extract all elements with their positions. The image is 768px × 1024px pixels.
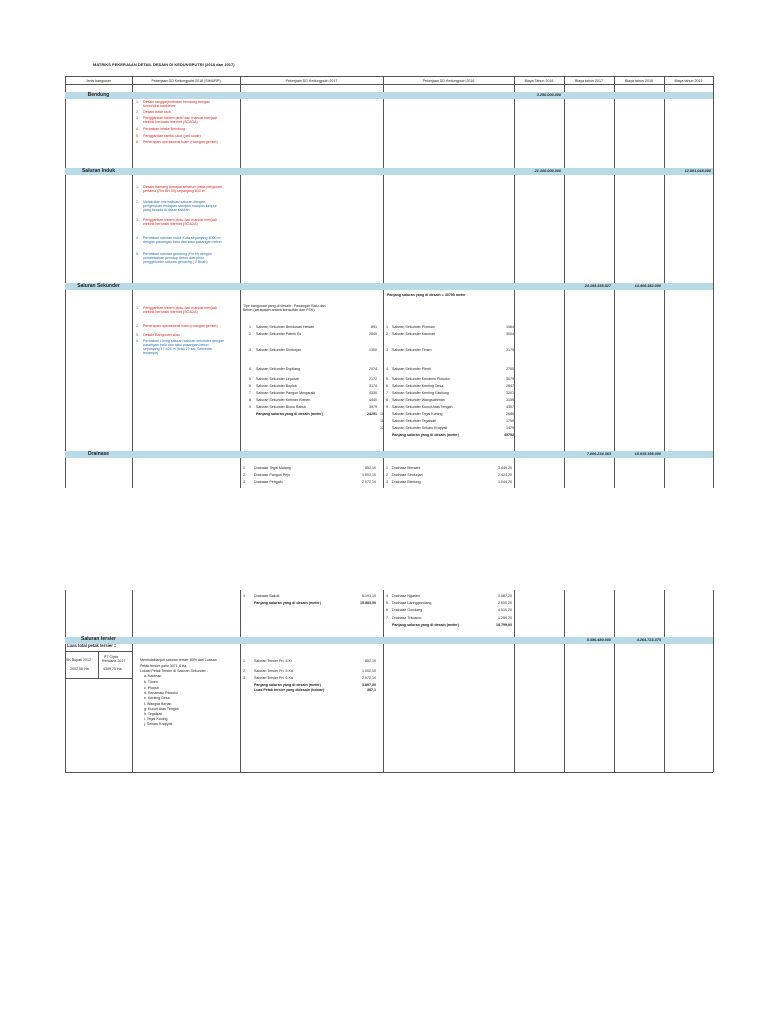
saluran-sekunder-total-label-2017: Panjang saluran yang di desain (meter) bbox=[256, 412, 323, 416]
saluran-tersier-luas-2017: 387,1 bbox=[367, 688, 376, 692]
header-2016: Pekerjaan DD Kedungputri 2016 bbox=[422, 79, 475, 83]
header-biaya-2016: Biaya tahun 2016 bbox=[625, 79, 653, 83]
saluran-sekunder-total-2016: 40752 bbox=[504, 433, 514, 437]
saluran-tersier-total-label-2017: Panjang saluran yang di desain (meter) bbox=[254, 683, 321, 687]
header-biaya-2017: Biaya tahun 2017 bbox=[575, 79, 603, 83]
saluran-sekunder-note-2016: Panjang saluran yang di desain = 40755 meter bbox=[387, 293, 466, 297]
saluran-sekunder-amount-2017: 24.193.335.527 bbox=[584, 284, 611, 288]
section-band-bendung bbox=[65, 92, 713, 99]
drainase-total-2016: 18.799,00 bbox=[496, 623, 512, 627]
saluran-tersier-luas-label-2017: Luas Petak tersier yang didesain (hektar) bbox=[254, 688, 325, 692]
drainase-total-2017: 15.583,00 bbox=[360, 601, 376, 605]
header-jenis: Jenis bangunan bbox=[85, 79, 112, 83]
saluran-tersier-total-2017: 3.897,00 bbox=[362, 683, 376, 687]
drainase-amount-2016: 18.915.395.000 bbox=[634, 452, 661, 456]
section-bendung: Bendung bbox=[87, 92, 110, 98]
drainase-total-label-2017: Panjang saluran yang di desain (meter) bbox=[254, 601, 321, 605]
saluran-sekunder-intro-2017: Tipe bangunan yang di desain : Pasangan Batu dan bbox=[243, 304, 326, 308]
saluran-sekunder-intro-2017b: Beton (kerapatan antara konsultan dan PSK) bbox=[243, 308, 315, 312]
saluran-induk-amount-2018: 21.100.000.000 bbox=[534, 169, 561, 173]
bendung-amount-2018: 3.250.000.000 bbox=[536, 93, 561, 97]
header-biaya-2018: Biaya Tahun 2018 bbox=[524, 79, 554, 83]
saluran-tersier-amount-2016: 4.264.723.375 bbox=[636, 638, 661, 642]
saluran-sekunder-total-2017: 24291 bbox=[367, 412, 377, 416]
header-biaya-2015: Biaya tahun 2015 bbox=[674, 79, 703, 83]
header-2017: Pekerjaan DD Kedungputri 2017 bbox=[285, 79, 338, 83]
saluran-sekunder-amount-2016: 14.406.352.000 bbox=[634, 284, 661, 288]
section-drainase: Drainase bbox=[87, 451, 110, 457]
section-saluran-induk: Saluran Induk bbox=[81, 168, 116, 174]
saluran-induk-amount-2015: 12.801.048.000 bbox=[684, 169, 711, 173]
section-saluran-tersier: Saluran tersier bbox=[80, 636, 117, 642]
drainase-total-label-2016: Panjang saluran yang di desain (meter) bbox=[392, 623, 459, 627]
header-2018: Pekerjaan DD Kedungputri 2018 (SIMURP) bbox=[151, 79, 221, 83]
page-title: MATRIKS PEKERJAAN DETAIL DESAIN DI KEDUNGPUTRI (2018 dan 2017) bbox=[93, 62, 235, 67]
saluran-sekunder-total-label-2016: Panjang saluran yang di desain (meter) bbox=[392, 433, 459, 437]
drainase-amount-2017: 7.006.234.363 bbox=[586, 452, 611, 456]
saluran-tersier-amount-2017: 5.356.480.000 bbox=[586, 638, 611, 642]
section-band-saluran-induk bbox=[65, 168, 713, 175]
luas-total-label: Luas total petak tersier = bbox=[67, 643, 117, 648]
section-saluran-sekunder: Saluran Sekunder bbox=[77, 283, 120, 289]
